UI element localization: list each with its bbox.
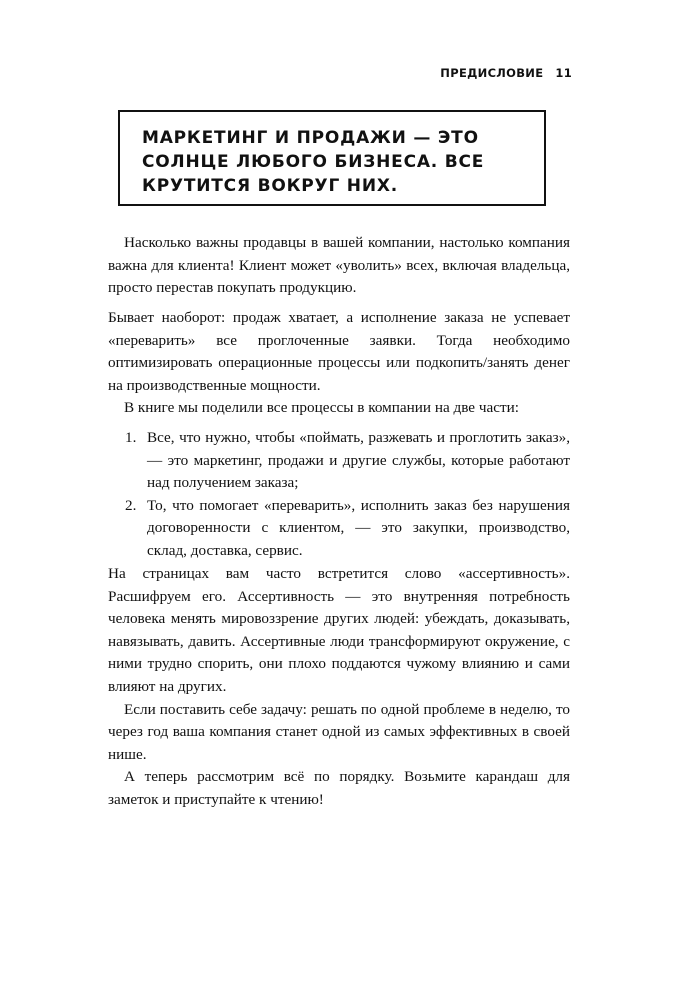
paragraph-1: Насколько важны продавцы в вашей компании, настолько компания важна для клиента! Клиент может «уволить» всех, включая владельца, просто перестав покупать продукцию. [108,234,570,297]
intro-block [108,232,570,300]
callout-box [118,110,546,206]
list-item-text: Все, что нужно, чтобы «поймать, разжевать и проглотить заказ», — это маркетинг, продажи и другие службы, которые работают над получением заказа; [147,429,570,492]
paragraph-6: А теперь рассмотрим всё по порядку. Возьмите карандаш для заметок и приступайте к чтению! [108,768,570,808]
paragraph-2: Бывает наоборот: продаж хватает, а исполнение заказа не успевает «переварить» все проглоченные заявки. Тогда необходимо оптимизировать операционные процессы или подкопить/занять денег на производственные мощности. [108,309,570,394]
process-block [108,307,570,420]
callout-text: МАРКЕТИНГ И ПРОДАЖИ — ЭТО СОЛНЦЕ ЛЮБОГО БИЗНЕСА. ВСЕ КРУТИТСЯ ВОКРУГ НИХ. [142,128,485,196]
list-item-text: То, что помогает «переварить», исполнить заказ без нарушения договоренности с клиентом, — это закупки, производство, склад, доставка, сервис. [147,496,570,559]
paragraph-5: Если поставить себе задачу: решать по одной проблеме в неделю, то через год ваша компания станет одной из самых эффективных в своей нише. [108,700,570,763]
paragraph-4: На страницах вам часто встретится слово «ассертивность». Расшифруем его. Ассертивность — это внутренняя потребность человека менять мировоззрение других людей: убеждать, доказывать, навязывать, давить. Ассертивные люди трансформируют окружение, с ними трудно спорить, они плохо поддаются чужому влиянию и сами влияют на других. [108,565,570,695]
list-item-number: 2. [125,496,137,514]
list-item-number: 1. [125,429,137,446]
list-item [108,427,570,495]
page-number: 11 [555,66,572,80]
running-header [440,66,572,80]
list-item [108,495,570,563]
assertiveness-block [108,563,570,812]
paragraph-3: В книге мы поделили все процессы в компании на две части: [124,399,519,417]
section-title: ПРЕДИСЛОВИЕ [440,66,544,80]
numbered-list [108,427,570,563]
